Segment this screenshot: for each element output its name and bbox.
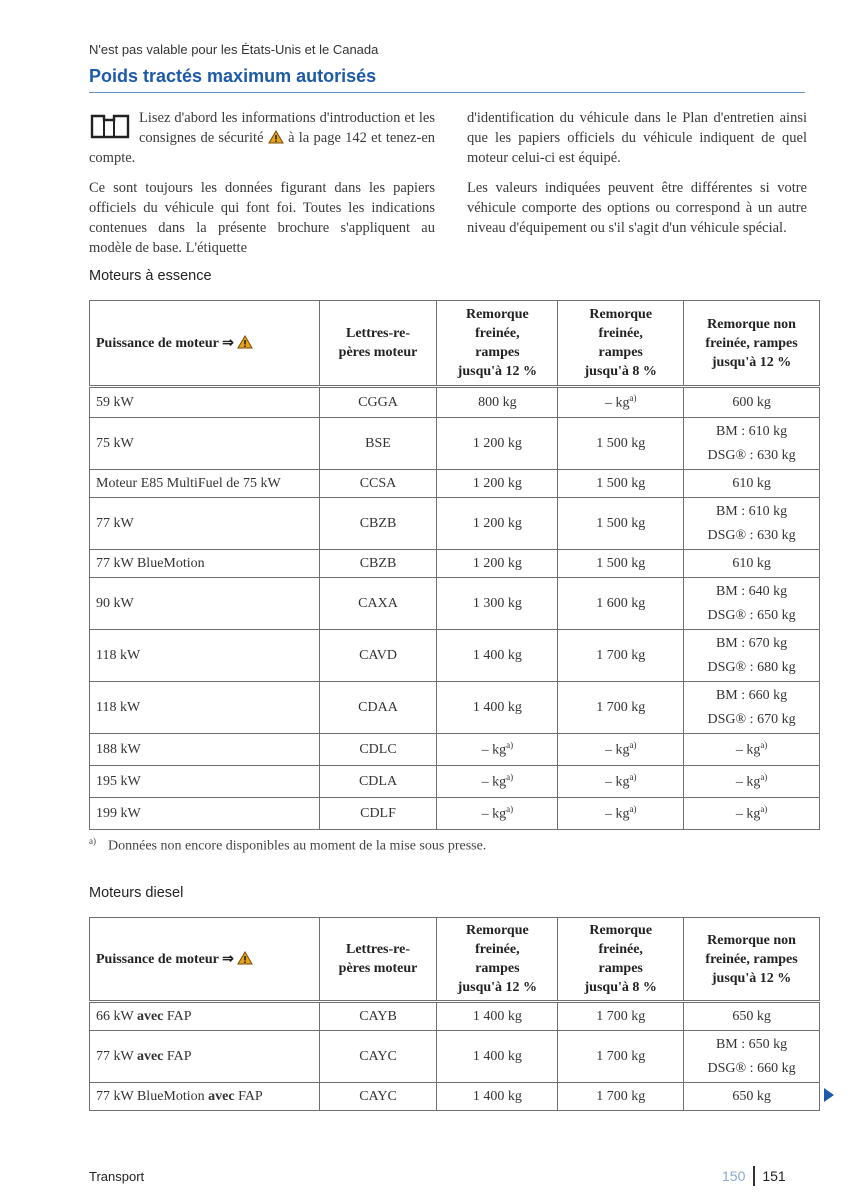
cell-braked-8: – $kg^{a)}$ xyxy=(558,387,684,418)
cell-power: 118 kW xyxy=(90,682,320,734)
intro-right-column xyxy=(467,108,807,248)
prev-page-number: 150 xyxy=(722,1168,746,1184)
cell-code: CDLF xyxy=(319,798,437,830)
table-header-row xyxy=(90,918,820,1002)
cell-braked-12: 1 200 kg xyxy=(437,550,558,578)
table-row xyxy=(90,766,820,798)
cell-code: CDAA xyxy=(319,682,437,734)
cell-unbraked: BM : 640 kg DSG® : 650 kg xyxy=(684,578,820,630)
intro-text-1: Lisez d'abord les informations d'introduction et les consignes de sécurité xyxy=(139,110,435,146)
cell-unbraked: 650 kg xyxy=(684,1083,820,1111)
cell-braked-12: 1 200 kg xyxy=(437,498,558,550)
petrol-table xyxy=(89,300,820,830)
cell-code: CAYB xyxy=(319,1002,437,1031)
table-row xyxy=(90,578,820,630)
page-numbers xyxy=(722,1166,786,1186)
table-row xyxy=(90,387,820,418)
cell-unbraked: – $kg^{a)}$ xyxy=(684,734,820,766)
cell-braked-12: – $kg^{a)}$ xyxy=(437,798,558,830)
cell-code: CAYC xyxy=(319,1031,437,1083)
header-note: N'est pas valable pour les États-Unis et le Canada xyxy=(89,42,379,57)
header-power: Puissance de moteur ⇒ xyxy=(90,918,320,1002)
cell-braked-12: 1 400 kg xyxy=(437,682,558,734)
intro-left-column xyxy=(89,108,435,268)
cell-braked-12: 1 200 kg xyxy=(437,418,558,470)
cell-braked-8: – $kg^{a)}$ xyxy=(558,766,684,798)
next-page-arrow-icon xyxy=(824,1088,834,1102)
cell-braked-8: 1 700 kg xyxy=(558,1031,684,1083)
cell-braked-8: 1 500 kg xyxy=(558,550,684,578)
cell-code: CAYC xyxy=(319,1083,437,1111)
cell-power: 77 kW xyxy=(90,498,320,550)
cell-code: CGGA xyxy=(319,387,437,418)
current-page-number: 151 xyxy=(762,1168,786,1184)
cell-power: 90 kW xyxy=(90,578,320,630)
cell-unbraked: 610 kg xyxy=(684,470,820,498)
table-row xyxy=(90,630,820,682)
cell-code: CAXA xyxy=(319,578,437,630)
cell-unbraked: 650 kg xyxy=(684,1002,820,1031)
cell-unbraked: 610 kg xyxy=(684,550,820,578)
page-title: Poids tractés maximum autorisés xyxy=(89,66,377,86)
title-rule xyxy=(89,92,805,93)
page-separator xyxy=(753,1166,755,1186)
header-braked-12: Remorque freinée, rampes jusqu'à 12 % xyxy=(437,918,558,1002)
intro-text-3: Ce sont toujours les données figurant dans les papiers officiels du véhicule qui font foi. Toutes les indications contenues dans la présente brochure s'appliquent au modèle de base. L'étiquette xyxy=(89,180,435,256)
intro-text-4: d'identification du véhicule dans le Plan d'entretien ainsi que les papiers officiels du véhicule indiquent de quel moteur celui-ci est équipé. xyxy=(467,110,807,166)
book-icon xyxy=(89,112,131,140)
warning-icon xyxy=(237,951,253,965)
petrol-heading: Moteurs à essence xyxy=(89,268,212,284)
cell-unbraked: BM : 660 kg DSG® : 670 kg xyxy=(684,682,820,734)
cell-power: 77 kW avec FAP xyxy=(90,1031,320,1083)
table-row xyxy=(90,418,820,470)
cell-code: CDLC xyxy=(319,734,437,766)
footer-section: Transport xyxy=(89,1169,145,1184)
header-code: Lettres-re- pères moteur xyxy=(319,918,437,1002)
cell-braked-8: – $kg^{a)}$ xyxy=(558,798,684,830)
cell-braked-12: 1 300 kg xyxy=(437,578,558,630)
warning-icon xyxy=(237,335,253,349)
intro-text-5: Les valeurs indiquées peuvent être différentes si votre véhicule comporte des options ou correspond à un autre niveau d'équipement ou s'il s'agit d'un véhicule spécial. xyxy=(467,180,807,236)
table-row xyxy=(90,1002,820,1031)
cell-braked-12: 1 200 kg xyxy=(437,470,558,498)
warning-icon xyxy=(268,130,284,144)
table-row xyxy=(90,682,820,734)
cell-power: 77 kW BlueMotion xyxy=(90,550,320,578)
cell-power: 118 kW xyxy=(90,630,320,682)
cell-code: CBZB xyxy=(319,498,437,550)
table-row xyxy=(90,498,820,550)
table-header-row xyxy=(90,301,820,387)
cell-power: 188 kW xyxy=(90,734,320,766)
diesel-table xyxy=(89,917,820,1111)
cell-power: 75 kW xyxy=(90,418,320,470)
cell-braked-8: 1 500 kg xyxy=(558,470,684,498)
cell-power: Moteur E85 MultiFuel de 75 kW xyxy=(90,470,320,498)
cell-braked-12: 1 400 kg xyxy=(437,1002,558,1031)
table-row xyxy=(90,798,820,830)
cell-braked-12: 800 kg xyxy=(437,387,558,418)
cell-unbraked: BM : 610 kg DSG® : 630 kg xyxy=(684,498,820,550)
cell-power: 199 kW xyxy=(90,798,320,830)
header-braked-8: Remorque freinée, rampes jusqu'à 8 % xyxy=(558,918,684,1002)
cell-power: 195 kW xyxy=(90,766,320,798)
cell-unbraked: 600 kg xyxy=(684,387,820,418)
header-power: Puissance de moteur ⇒ xyxy=(90,301,320,387)
cell-braked-8: 1 500 kg xyxy=(558,418,684,470)
intro-text-2: à la page 142 et tenez-en compte. xyxy=(89,130,436,166)
cell-braked-8: 1 700 kg xyxy=(558,630,684,682)
cell-braked-8: 1 500 kg xyxy=(558,498,684,550)
cell-braked-8: 1 700 kg xyxy=(558,1083,684,1111)
cell-code: CCSA xyxy=(319,470,437,498)
cell-unbraked: BM : 650 kg DSG® : 660 kg xyxy=(684,1031,820,1083)
cell-braked-8: 1 700 kg xyxy=(558,1002,684,1031)
cell-code: CAVD xyxy=(319,630,437,682)
cell-unbraked: – $kg^{a)}$ xyxy=(684,798,820,830)
table-row xyxy=(90,550,820,578)
footnote: $^{a)}$ Données non encore disponibles au moment de la mise sous presse. xyxy=(89,836,487,854)
cell-code: CBZB xyxy=(319,550,437,578)
cell-unbraked: BM : 670 kg DSG® : 680 kg xyxy=(684,630,820,682)
header-unbraked: Remorque non freinée, rampes jusqu'à 12 % xyxy=(684,301,820,387)
cell-braked-8: 1 700 kg xyxy=(558,682,684,734)
cell-braked-12: – $kg^{a)}$ xyxy=(437,734,558,766)
table-row xyxy=(90,470,820,498)
cell-code: CDLA xyxy=(319,766,437,798)
header-braked-8: Remorque freinée, rampes jusqu'à 8 % xyxy=(558,301,684,387)
header-unbraked: Remorque non freinée, rampes jusqu'à 12 % xyxy=(684,918,820,1002)
cell-power: 66 kW avec FAP xyxy=(90,1002,320,1031)
cell-power: 77 kW BlueMotion avec FAP xyxy=(90,1083,320,1111)
cell-braked-12: – $kg^{a)}$ xyxy=(437,766,558,798)
table-row xyxy=(90,1031,820,1083)
cell-braked-8: – $kg^{a)}$ xyxy=(558,734,684,766)
cell-unbraked: BM : 610 kg DSG® : 630 kg xyxy=(684,418,820,470)
diesel-heading: Moteurs diesel xyxy=(89,885,184,901)
table-row xyxy=(90,1083,820,1111)
cell-code: BSE xyxy=(319,418,437,470)
table-row xyxy=(90,734,820,766)
cell-braked-12: 1 400 kg xyxy=(437,630,558,682)
cell-braked-8: 1 600 kg xyxy=(558,578,684,630)
header-braked-12: Remorque freinée, rampes jusqu'à 12 % xyxy=(437,301,558,387)
cell-braked-12: 1 400 kg xyxy=(437,1083,558,1111)
header-code: Lettres-re- pères moteur xyxy=(319,301,437,387)
cell-power: 59 kW xyxy=(90,387,320,418)
cell-braked-12: 1 400 kg xyxy=(437,1031,558,1083)
cell-unbraked: – $kg^{a)}$ xyxy=(684,766,820,798)
